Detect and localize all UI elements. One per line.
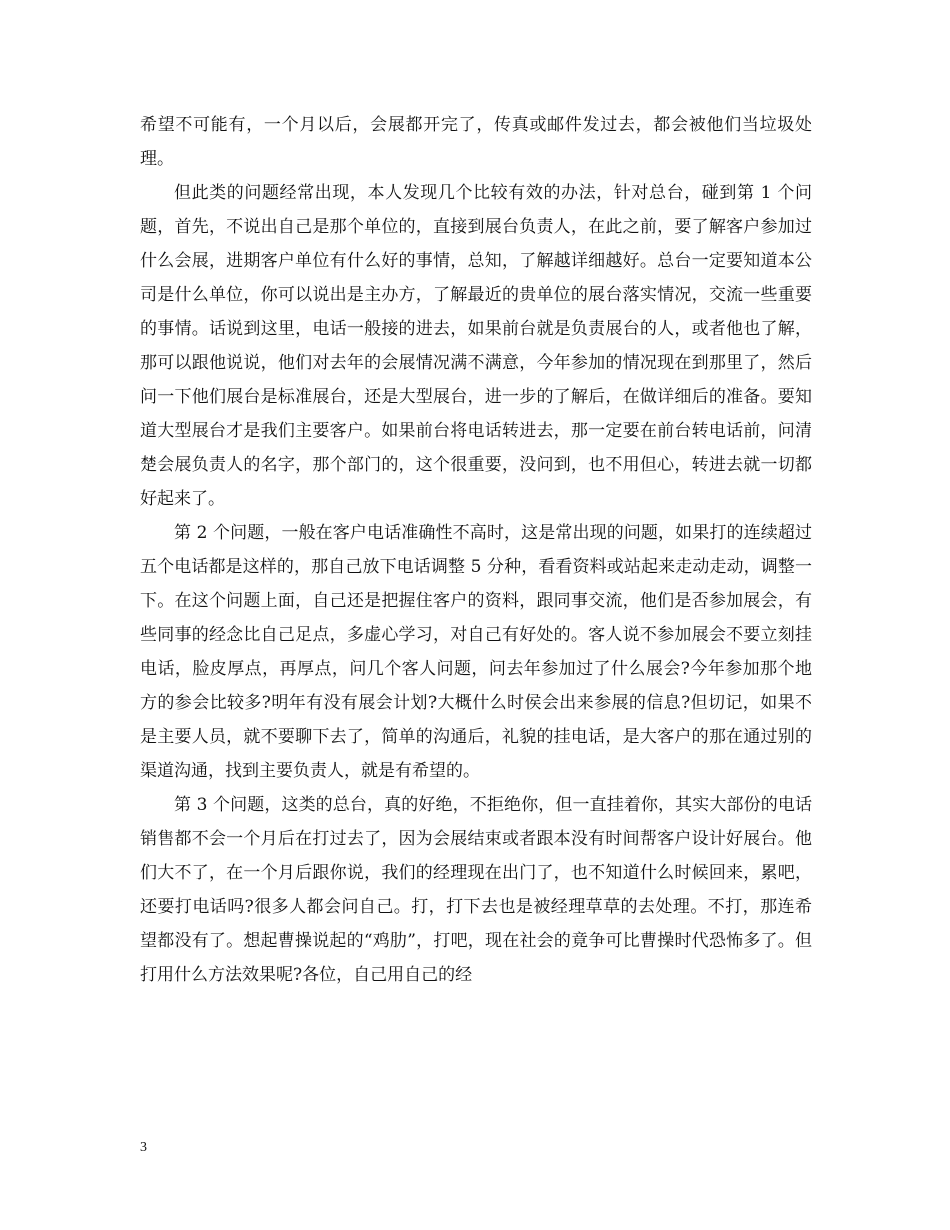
page-number: 3 — [140, 1140, 147, 1155]
document-body — [140, 108, 812, 992]
paragraph-3: 第 2 个问题，一般在客户电话准确性不高时，这是常出现的问题，如果打的连续超过五个电话都是这样的，那自己放下电话调整 5 分种，看看资料或站起来走动走动，调整一下。在这个问题上面，自己还是把握住客户的资料，跟同事交流，他们是否参加展会，有些同事的经念比自己足点，多虚心学习，对自己有好处的。客人说不参加展会不要立刻挂电话，脸皮厚点，再厚点，问几个客人问题，问去年参加过了什么展会?今年参加那个地方的参会比较多?明年有没有展会计划?大概什么时侯会出来参展的信息?但切记，如果不是主要人员，就不要聊下去了，简单的沟通后，礼貌的挂电话，是大客户的那在通过别的渠道沟通，找到主要负责人，就是有希望的。 — [140, 523, 812, 781]
paragraph-4: 第 3 个问题，这类的总台，真的好绝，不拒绝你，但一直挂着你，其实大部份的电话销售都不会一个月后在打过去了，因为会展结束或者跟本没有时间帮客户设计好展台。他们大不了，在一个月后跟你说，我们的经理现在出门了，也不知道什么时候回来，累吧，还要打电话吗?很多人都会问自己。打，打下去也是被经理草草的去处理。不打，那连希望都没有了。想起曹操说起的“鸡肋”，打吧，现在社会的竟争可比曹操时代恐怖多了。但打用什么方法效果呢?各位，自己用自己的经 — [140, 795, 812, 985]
paragraph-1: 希望不可能有，一个月以后，会展都开完了，传真或邮件发过去，都会被他们当垃圾处理。 — [140, 115, 812, 169]
paragraph-2: 但此类的问题经常出现，本人发现几个比较有效的办法，针对总台，碰到第 1 个问题，首先，不说出自己是那个单位的，直接到展台负责人，在此之前，要了解客户参加过什么会展，进期客户单位有什么好的事情，总知，了解越详细越好。总台一定要知道本公司是什么单位，你可以说出是主办方，了解最近的贵单位的展台落实情况，交流一些重要的事情。话说到这里，电话一般接的进去，如果前台就是负责展台的人，或者他也了解，那可以跟他说说，他们对去年的会展情况满不满意，今年参加的情况现在到那里了，然后问一下他们展台是标准展台，还是大型展台，进一步的了解后，在做详细后的准备。要知道大型展台才是我们主要客户。如果前台将电话转进去，那一定要在前台转电话前，问清楚会展负责人的名字，那个部门的，这个很重要，没问到，也不用但心，转进去就一切都好起来了。 — [140, 183, 812, 509]
